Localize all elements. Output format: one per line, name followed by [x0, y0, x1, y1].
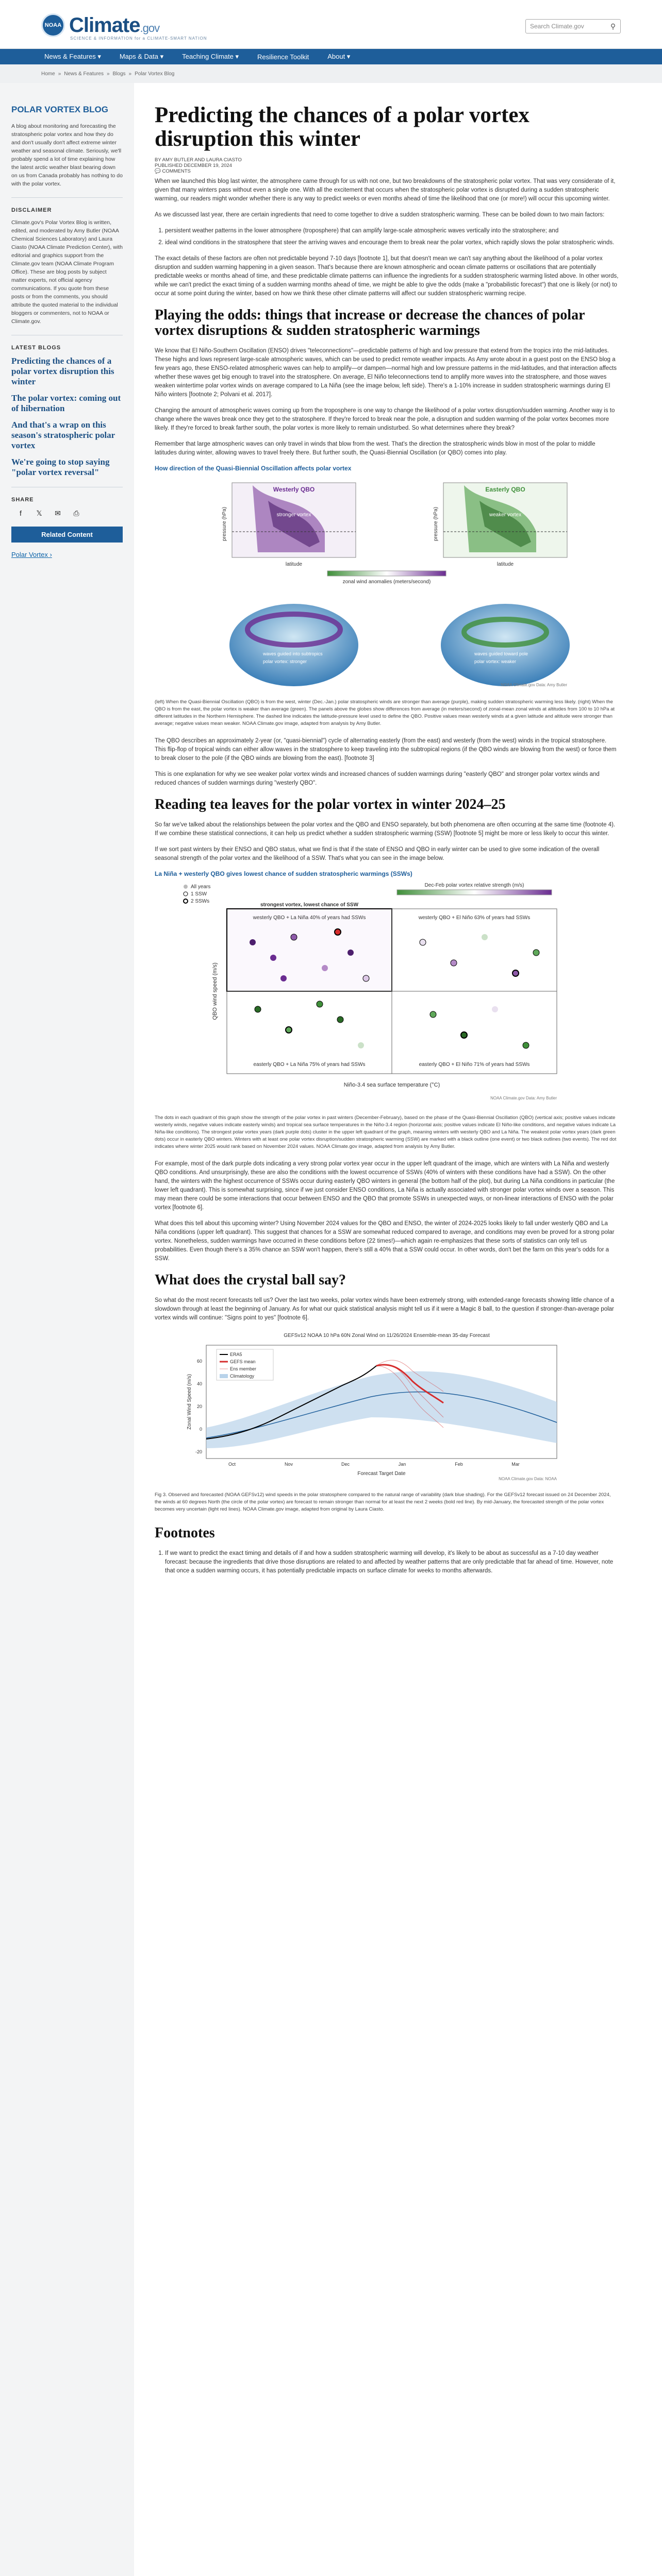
sidebar: [0, 83, 134, 2576]
x-tick: Mar: [511, 1462, 520, 1467]
logo-tagline: SCIENCE & INFORMATION for a CLIMATE-SMART NATION: [70, 36, 207, 41]
search-input[interactable]: Search Climate.gov: [530, 23, 584, 30]
section-heading: Reading tea leaves for the polar vortex in winter 2024–25: [155, 796, 506, 812]
legend-all: All years: [191, 884, 211, 890]
data-point: [451, 960, 457, 966]
y-tick: 0: [199, 1427, 202, 1432]
y-tick: 60: [196, 1359, 202, 1364]
y-tick: 40: [196, 1381, 202, 1386]
data-point: [347, 950, 354, 956]
paragraph: The exact details of these factors are often not predictable beyond 7-10 days [footnote 1], but that doesn't mean we can't say anything about the likelihood of a polar vortex disruption and sudden warming happening in a given season. That's because there are known atmospheric and ocean climate patterns or oscillations that are potentially predictable weeks or months ahead of time, and these predictable climate patterns can influence the ingredients for a sudden stratospheric warming listed above. In other words, while we can't predict the exact timing of a sudden warming months ahead of time, we might be able to give the odds (make a "probabilistic forecast") that one is likely (or not) to occur at some point during the winter, based on how we think these other climate patterns will affect our sudden stratospheric warming recipe.: [155, 256, 619, 297]
breadcrumb-home[interactable]: Home: [41, 71, 55, 77]
x-axis-label: latitude: [496, 562, 514, 567]
breadcrumb-news[interactable]: News & Features: [64, 71, 104, 77]
nav-news[interactable]: News & Features ▾: [44, 53, 101, 60]
west-globe-note: waves guided into subtropics: [263, 651, 323, 656]
facebook-icon[interactable]: f: [20, 509, 22, 517]
article-title: Predicting the chances of a polar vortex disruption this winter: [155, 103, 529, 151]
y-tick: -20: [195, 1449, 202, 1454]
data-point: [255, 1006, 261, 1012]
data-point: [322, 965, 328, 971]
paragraph: So far we've talked about the relationships between the polar vortex and the QBO and ENSO separately, but both phenomena are often occurring at the same time (footnote 4). If we combine these statistical connections, it can help us predict whether a sudden stratospheric warming (SSW) [footnote 5] might be more or less likely to occur this winter.: [155, 822, 616, 837]
logo-wordmark: Climate.gov: [69, 13, 160, 37]
data-point: [317, 1001, 323, 1007]
article: [155, 83, 619, 1583]
share-buttons: [15, 508, 123, 518]
search-box[interactable]: [525, 19, 621, 33]
share-title: SHARE: [11, 497, 34, 503]
data-point: [358, 1042, 364, 1048]
paragraph: What does this tell about this upcoming winter? Using November 2024 values for the QBO and ENSO, the winter of 2024-2025 looks likely to fall under westerly QBO and La Niña conditions (upper left quadrant). This suggest that chances for a SSW are somewhat reduced compared to average, and conditions may even be proved for a strong polar vortex. Nonetheless, sudden warmings have occurred in these conditions before (22 times!)—which again re-emphasizes that these sorts of statistics can only tell us probabilities. Even though there's a 35% chance an SSW won't happen, there's still a 40% that a SSW could occur. In other words, don't bet the farm on this year's odds for a SSW.: [155, 1221, 615, 1262]
fig3-title: GEFSv12 NOAA 10 hPa 60N Zonal Wind on 11/26/2024 Ensemble-mean 35-day Forecast: [284, 1333, 490, 1338]
data-point: [270, 955, 276, 961]
data-point: [250, 939, 256, 945]
data-point: [291, 934, 297, 940]
fig2-credit: NOAA Climate.gov Data: Amy Butler: [490, 1096, 557, 1100]
data-point: [280, 975, 287, 981]
legend-2ssw: 2 SSWs: [191, 899, 210, 904]
data-point: [420, 939, 426, 945]
stronger-label: stronger vortex: [276, 512, 311, 518]
y-axis-label: pressure (hPa): [433, 506, 439, 541]
x-tick: Jan: [398, 1462, 406, 1467]
related-polar-vortex-link[interactable]: Polar Vortex ›: [11, 551, 52, 558]
paragraph: As we discussed last year, there are certain ingredients that need to come together to drive a sudden stratospheric warming. These can be boiled down to two main factors:: [155, 212, 605, 218]
paragraph: If we sort past winters by their ENSO and QBO status, what we find is that if the state of ENSO and QBO in early winter can be used to give some indication of the overall seasonal strength of the polar vortex and the likelihood of a SSW. That's what you can see in the image below.: [155, 846, 600, 861]
data-point: [337, 1016, 343, 1023]
x-tick: Nov: [284, 1462, 293, 1467]
paragraph: We know that El Niño-Southern Oscillation (ENSO) drives "teleconnections"—predictable patterns of high and low pressure that extend from the tropics into the mid-latitudes. These highs and lows represent large-scale atmospheric waves, which can be used to predict remote weather impacts. As Amy wrote about in a guest post on the ENSO blog a few years ago, these ENSO-related atmospheric waves can help to amplify—or dampen—normal high and low pressure patterns in the mid-latitudes, and that interaction affects whether these waves get big enough to travel into the stratosphere. On average, El Niño teleconnections tend to amplify more waves into the stratosphere, and those waves weaken wintertime polar vortex winds on average compared to La Niña (see the image below, left side). There's a 1-10% increase in sudden stratospheric warmings during El Niño winters [footnote 2; Polvani et al. 2017].: [155, 348, 617, 398]
colorbar-label: Dec-Feb polar vortex relative strength (m/s): [424, 883, 524, 888]
latest-blog-link[interactable]: The polar vortex: coming out of hibernation: [11, 393, 121, 413]
figure-1-qbo: [155, 475, 619, 691]
byline-comments[interactable]: 💬 COMMENTS: [155, 168, 191, 174]
ssw-scatter: [155, 880, 619, 1107]
y-axis-label: pressure (hPa): [222, 506, 227, 541]
nav-maps[interactable]: Maps & Data ▾: [119, 53, 164, 60]
latest-blog-link[interactable]: We're going to stop saying "polar vortex reversal": [11, 457, 110, 477]
fig1-credit: NOAA Climate.gov Data: Amy Butler: [501, 683, 567, 687]
byline-date: PUBLISHED DECEMBER 19, 2024: [155, 163, 232, 168]
x-axis-label: Forecast Target Date: [357, 1471, 406, 1477]
breadcrumb: Home » News & Features » Blogs » Polar Vortex Blog: [0, 64, 662, 83]
figure-2-scatter: [155, 880, 619, 1107]
colorbar: [327, 571, 446, 576]
sidebar-intro: A blog about monitoring and forecasting the stratospheric polar vortex and how they do and don't usually don't affect extreme winter weather and seasonal climate. Seriously, we'll probably spend a lot of time explaining how the latest arctic weather blast bearing down on us from Canada probably has nothing to do with the polar vortex.: [11, 123, 123, 187]
x-axis-label: Niño-3.4 sea surface temperature (°C): [343, 1082, 440, 1088]
section-heading: Playing the odds: things that increase or decrease the chances of polar vortex disruptions & sudden stratospheric warmings: [155, 307, 585, 338]
colorbar-label: zonal wind anomalies (meters/second): [342, 579, 431, 585]
weaker-label: weaker vortex: [489, 512, 522, 518]
related-content-button[interactable]: Related Content: [11, 527, 123, 543]
disclaimer-text: Climate.gov's Polar Vortex Blog is written, edited, and moderated by Amy Butler (NOAA Chemical Sciences Laboratory) and Laura Ciasto (NOAA Climate Prediction Center), with editorial and graphics support from the Climate.gov team (NOAA Climate Program Office). These are blog posts by subject matter experts, not official agency communications. If you quote from these posts or from the comments, you should attribute the quoted material to the individual bloggers or commenters, not to NOAA or Climate.gov.: [11, 219, 123, 325]
paragraph: The QBO describes an approximately 2-year (or, "quasi-biennial") cycle of alternating easterly (from the east) and westerly (from the west) winds in the tropical stratosphere. This flip-flop of tropical winds can either allow waves in the stratosphere to keep traveling into the subtropical regions (if the QBO winds are blowing from the west) or force them to break closer to the pole (if the QBO winds are blowing from the east). [footnote 3]: [155, 738, 617, 761]
figure-3-forecast: [155, 1330, 619, 1484]
x-tick: Oct: [228, 1462, 236, 1467]
paragraph: Changing the amount of atmospheric waves coming up from the troposphere is one way to change the likelihood of a polar vortex disruption/sudden warming. Another way is to change where the waves break once they get to the stratosphere. If they're forced to break near the pole, a disruption and sudden warming of the polar vortex becomes more likely. If they're forced to break farther south, the polar vortex is more likely to remain undisturbed. So what determines where they break?: [155, 408, 615, 431]
qbo-figure: [155, 475, 619, 691]
nav-about[interactable]: About ▾: [327, 53, 351, 60]
footnotes: [155, 1526, 619, 1575]
list-item: 2. ideal wind conditions in the stratosphere that steer the arriving waves and encourage them to break near the polar vortex, which rapidly slows the polar stratospheric winds.: [165, 239, 619, 247]
x-tick: Feb: [455, 1462, 463, 1467]
paragraph: Remember that large atmospheric waves can only travel in winds that blow from the west. That's the direction the stratospheric winds blow in most of the polar to middle latitudes during winter, allowing waves to travel freely there. But further south, the Quasi-Biennial Oscillation (or QBO) comes into play.: [155, 441, 595, 456]
breadcrumb-current: Polar Vortex Blog: [135, 71, 175, 77]
paragraph: For example, most of the dark purple dots indicating a very strong polar vortex year occur in the upper left quadrant of the image, which are winters with La Niña and westerly QBO conditions. And unsurprisingly, these are also the conditions with the lowest occurrence of SSWs (40% of winters with these conditions have had a SSW). On the other hand, the winters with the highest occurrence of SSWs occur during easterly QBO winters in general (the bottom half of the plot), but during La Niña conditions in particular (the lower left quadrant). This is somewhat surprising, since if we just consider ENSO conditions, La Niña is actually associated with stronger polar vortex winds over a season. This may mean there could be some interactions that occur between ENSO and the QBO that promote SSWs in unexpected ways, or non-linear interactions of ENSO with the polar vortex [footnote 6].: [155, 1161, 615, 1211]
data-point: [430, 1011, 436, 1018]
figure-1-caption: (left) When the Quasi-Biennial Oscillation (QBO) is from the west, winter (Dec.-Jan.) polar stratospheric winds are stronger than average (purple), making sudden stratospheric warming less likely. (right) When the QBO is from the east, the polar vortex is weaker than average (green). The panels above the globes show differences from average (in meters/second) of zonal-mean zonal winds at altitudes from 100 to 10 hPa at different latitudes in the Northern Hemisphere. The dashed line indicates the latitude-pressure level used to define the QBO. Positive values mean westerly winds at a given latitude and altitude were stronger than average; negative values mean weaker. NOAA Climate.gov image, adapted from analysis by Amy Butler.: [155, 699, 615, 726]
latest-blog-link[interactable]: And that's a wrap on this season's stratospheric polar vortex: [11, 420, 115, 450]
data-point: [482, 934, 488, 940]
footnotes-title: Footnotes: [155, 1525, 215, 1541]
west-globe-note-2: polar vortex: stronger: [263, 659, 307, 664]
legend-era5: ERA5: [230, 1352, 242, 1357]
section-heading: What does the crystal ball say?: [155, 1272, 346, 1288]
email-icon[interactable]: ✉: [55, 509, 61, 517]
latest-blog-link[interactable]: Predicting the chances of a polar vortex disruption this winter: [11, 356, 114, 386]
east-globe-note-2: polar vortex: weaker: [474, 659, 517, 664]
x-icon[interactable]: 𝕏: [36, 509, 42, 517]
y-axis-label: Zonal Wind Speed (m/s): [187, 1374, 192, 1430]
data-point: [512, 970, 519, 976]
data-point: [533, 950, 539, 956]
legend-gefs: GEFS mean: [230, 1359, 256, 1364]
byline-author[interactable]: BY AMY BUTLER AND LAURA CIASTO: [155, 157, 242, 163]
east-globe-note: waves guided toward pole: [474, 651, 528, 656]
search-icon[interactable]: ⚲: [610, 22, 616, 30]
data-point: [363, 975, 369, 981]
q3-label: easterly QBO + La Niña 75% of years had SSWs: [253, 1062, 366, 1067]
print-icon[interactable]: ⎙: [73, 509, 79, 517]
site-logo[interactable]: [41, 13, 159, 37]
data-point: [286, 1027, 292, 1033]
data-point: [492, 1006, 498, 1012]
paragraph: So what do the most recent forecasts tell us? Over the last two weeks, polar vortex winds have been extremely strong, with extended-range forecasts showing little chance of a slowdown through at least the beginning of January. As for what our quick statistical analysis might tell us if it were a Magic 8 ball, to the question if stronger-than-average polar vortex winds will continue: "Signs point to yes" [footnote 6].: [155, 1297, 615, 1321]
x-tick: Dec: [341, 1462, 350, 1467]
figure-2-title: La Niña + westerly QBO gives lowest chance of sudden stratospheric warmings (SSWs): [155, 870, 412, 877]
x-axis-label: latitude: [285, 562, 303, 567]
west-qbo-label: Westerly QBO: [273, 486, 315, 493]
y-axis-label: QBO wind speed (m/s): [212, 962, 218, 1020]
q1-label: westerly QBO + La Niña 40% of years had SSWs: [253, 915, 366, 921]
forecast-chart: [155, 1330, 619, 1484]
sidebar-title: POLAR VORTEX BLOG: [11, 105, 108, 114]
paragraph: When we launched this blog last winter, the atmosphere came through for us with not one, but two breakdowns of the stratospheric polar vortex. That was very considerate of it, given that many winters pass without even a single one. With all the excitement that occurs when the stratospheric polar vortex is disrupted during a sudden stratospheric warming, our readers might wonder whether there is any way to predict weeks or even months ahead of time the likelihood that one (or more!) will occur this upcoming winter.: [155, 178, 616, 202]
disclaimer-title: DISCLAIMER: [11, 207, 52, 213]
noaa-seal-icon: NOAA: [41, 13, 65, 37]
strongest-label: strongest vortex, lowest chance of SSW: [260, 902, 359, 908]
main-nav: [0, 49, 662, 64]
legend-clim: Climatology: [230, 1374, 255, 1379]
breadcrumb-blogs[interactable]: Blogs: [112, 71, 126, 77]
east-qbo-label: Easterly QBO: [485, 486, 525, 493]
site-header: [0, 0, 662, 49]
data-point: [461, 1032, 467, 1038]
data-point-2024: [335, 929, 341, 935]
figure-3-caption: Fig 3. Observed and forecasted (NOAA GEFSv12) wind speeds in the polar stratosphere compared to the natural range of variability (dark blue shading). For the GEFSv12 forecast issued on 24 December 2024, the winds at 60 degrees North (the circle of the polar vortex) are forecast to remain stronger than normal for at least the next 2 weeks (bold red line). By mid-January, the forecasted strength of the polar vortex becomes very uncertain (light red lines). NOAA Climate.gov image, adapted from original by Laura Ciasto.: [155, 1492, 611, 1512]
legend-ens: Ens member: [230, 1366, 257, 1371]
legend-1ssw: 1 SSW: [191, 891, 207, 897]
ingredients-list: [165, 227, 619, 247]
paragraph: This is one explanation for why we see weaker polar vortex winds and increased chances of sudden warmings during "easterly QBO" and stronger polar vortex winds and reduced chances of sudden warmings during "westerly QBO".: [155, 771, 600, 786]
latest-blogs-title: LATEST BLOGS: [11, 345, 61, 351]
footnote-item: 1. If we want to predict the exact timing and details of if and how a sudden stratospheric warming will develop, it's likely to be about as successful as a 7-10 day weather forecast: because the ingredients that drive those disruptions are related to and affected by weather patterns that are only predictable that far ahead of time. However, note that once a sudden warming occurs, it has potentially predictable impacts on surface climate for weeks to months afterwards.: [165, 1549, 619, 1575]
nav-teaching[interactable]: Teaching Climate ▾: [182, 53, 239, 60]
y-tick: 20: [196, 1404, 202, 1409]
data-point: [523, 1042, 529, 1048]
byline: [155, 157, 619, 174]
figure-1-title: How direction of the Quasi-Biennial Oscillation affects polar vortex: [155, 465, 352, 472]
nav-resilience[interactable]: Resilience Toolkit: [257, 53, 309, 61]
figure-2-caption: The dots in each quadrant of this graph show the strength of the polar vortex in past winters (December-February), based on the phase of the Quasi-Biennial Oscillation (QBO) (vertical axis; positive values indicate westerly winds, negative values indicate easterly winds) and tropical sea surface temperatures in the Niño-3.4 region (horizontal axis; positive values indicate El Niño-like conditions, and negative values indicate La Niña-like conditions). The strongest polar vortex years (dark purple dots) cluster in the upper left quadrant of the graph, meaning winters with westerly QBO and La Niña. The weakest polar vortex years (dark green dots) occur in easterly QBO winters. Winters with at least one polar vortex disruption/sudden stratospheric warming (SSW) are marked with a black outline (one event) or two black outlines (two events). The red dot indicates where winter 2025 would rank based on November 2024 values. NOAA Climate.gov image, adapted from analysis by Amy Butler.: [155, 1115, 617, 1149]
strength-colorbar: [397, 890, 552, 895]
list-item: 1. persistent weather patterns in the lower atmosphere (troposphere) that can amplify large-scale atmospheric waves vertically into the stratosphere; and: [165, 227, 619, 235]
q2-label: westerly QBO + El Niño 63% of years had SSWs: [418, 915, 531, 921]
fig3-credit: NOAA Climate.gov Data: NOAA: [499, 1477, 557, 1481]
q4-label: easterly QBO + El Niño 71% of years had SSWs: [419, 1062, 530, 1067]
